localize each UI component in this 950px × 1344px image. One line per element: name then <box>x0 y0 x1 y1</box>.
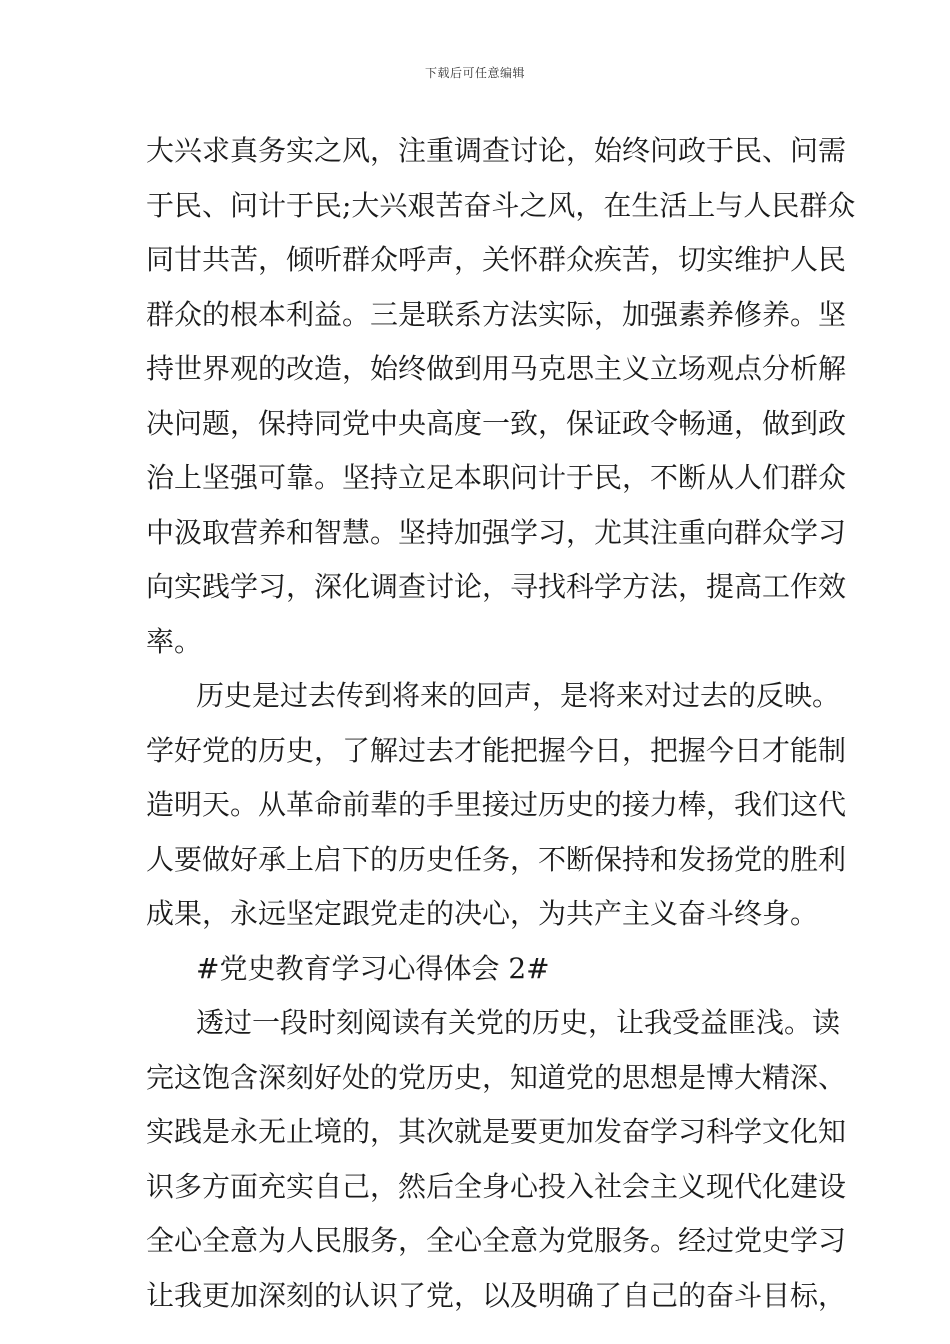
text-line: 决问题，保持同党中央高度一致，保证政令畅通，做到政 <box>146 406 847 440</box>
text-line: 向实践学习，深化调查讨论，寻找科学方法，提高工作效 <box>146 570 847 603</box>
text-line: 中汲取营养和智慧。坚持加强学习，尤其注重向群众学习 <box>146 515 847 549</box>
text-line: 学好党的历史，了解过去才能把握今日，把握今日才能制 <box>146 733 847 767</box>
text-line: 造明天。从革命前辈的手里接过历史的接力棒，我们这代 <box>146 788 847 821</box>
text-line: 让我更加深刻的认识了党，以及明确了自己的奋斗目标， <box>146 1278 847 1312</box>
text-line: 群众的根本利益。三是联系方法实际，加强素养修养。坚 <box>146 297 847 331</box>
text-line: 完这饱含深刻好处的党历史，知道党的思想是博大精深、 <box>146 1060 847 1094</box>
paragraph-start-line: 历史是过去传到将来的回声，是将来对过去的反映。 <box>196 679 841 712</box>
text-line: 人要做好承上启下的历史任务，不断保持和发扬党的胜利 <box>146 842 847 876</box>
text-line: 大兴求真务实之风，注重调查讨论，始终问政于民、问需 <box>146 134 847 167</box>
paragraph-start-line: 透过一段时刻阅读有关党的历史，让我受益匪浅。读 <box>196 1006 841 1039</box>
text-line: 同甘共苦，倾听群众呼声，关怀群众疾苦，切实维护人民 <box>146 243 847 276</box>
section-heading: #党史教育学习心得体会 2# <box>196 951 550 985</box>
text-line: 实践是永无止境的，其次就是要更加发奋学习科学文化知 <box>146 1115 847 1148</box>
text-line: 成果，永远坚定跟党走的决心，为共产主义奋斗终身。 <box>146 897 819 930</box>
text-line: 全心全意为人民服务，全心全意为党服务。经过党史学习 <box>146 1224 847 1257</box>
text-line: 率。 <box>146 624 203 658</box>
text-line: 治上坚强可靠。坚持立足本职问计于民，不断从人们群众 <box>146 461 847 494</box>
page-header-note: 下载后可任意编辑 <box>424 66 525 80</box>
text-line: 持世界观的改造，始终做到用马克思主义立场观点分析解 <box>146 352 847 385</box>
text-line: 于民、问计于民;大兴艰苦奋斗之风，在生活上与人民群众 <box>146 188 856 222</box>
document-body <box>146 124 856 1323</box>
text-line: 识多方面充实自己，然后全身心投入社会主义现代化建设 <box>146 1169 847 1203</box>
